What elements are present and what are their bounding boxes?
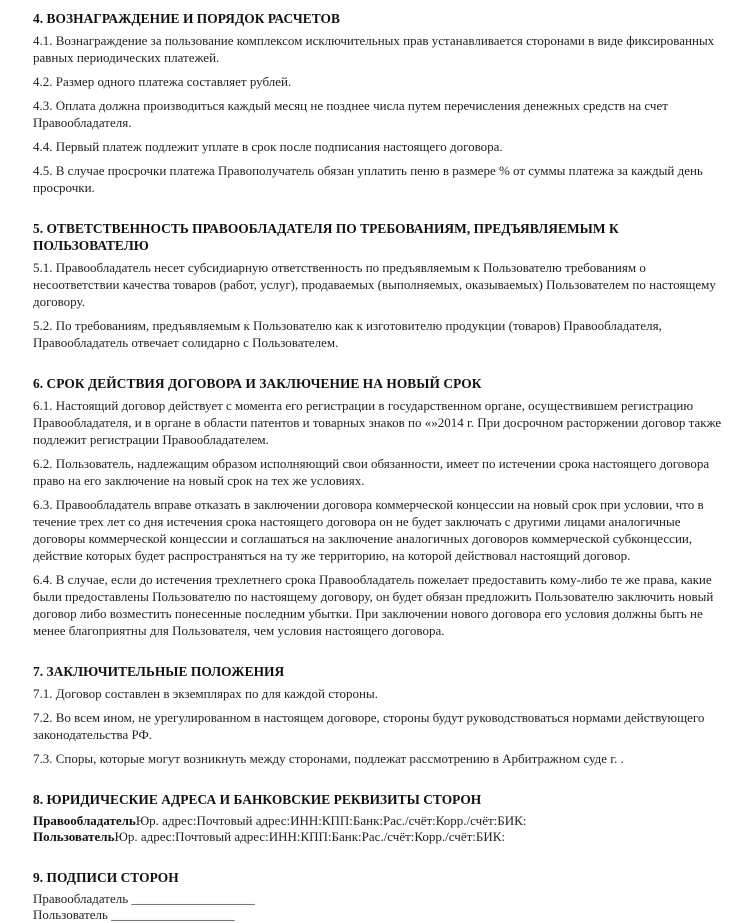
section-heading: 7. ЗАКЛЮЧИТЕЛЬНЫЕ ПОЛОЖЕНИЯ bbox=[33, 664, 285, 679]
signature-rightholder: Правообладатель ___________________ bbox=[33, 891, 255, 906]
section-4-remuneration bbox=[33, 10, 730, 196]
clause-6-2: 6.2. Пользователь, надлежащим образом исполняющий свои обязанности, имеет по истечении срока настоящего договора право на его заключение на новый срок на тех же условиях. bbox=[33, 456, 710, 488]
clause-7-1: 7.1. Договор составлен в экземплярах по для каждой стороны. bbox=[33, 686, 378, 701]
section-heading: 8. ЮРИДИЧЕСКИЕ АДРЕСА И БАНКОВСКИЕ РЕКВИЗИТЫ СТОРОН bbox=[33, 792, 482, 807]
party-label: Пользователь bbox=[33, 829, 115, 844]
section-heading: 6. СРОК ДЕЙСТВИЯ ДОГОВОРА И ЗАКЛЮЧЕНИЕ НА НОВЫЙ СРОК bbox=[33, 376, 482, 391]
clause-7-2: 7.2. Во всем ином, не урегулированном в настоящем договоре, стороны будут руководствоваться нормами действующего законодательства РФ. bbox=[33, 710, 705, 742]
clause-7-3: 7.3. Споры, которые могут возникнуть между сторонами, подлежат рассмотрению в Арбитражном суде г. . bbox=[33, 751, 624, 766]
clause-6-4: 6.4. В случае, если до истечения трехлетнего срока Правообладатель пожелает предоставить кому-либо те же права, какие были предоставлены Пользователю по настоящему договору, он будет обязан предложить Пользователю заключить новый договор либо возместить понесенные последним убытки. При заключении нового договора его условия должны быть не менее благоприятны для Пользователя, чем условия настоящего договора. bbox=[33, 572, 714, 638]
section-7-final-provisions bbox=[33, 663, 730, 767]
clause-6-1: 6.1. Настоящий договор действует с момента его регистрации в государственном органе, осуществившем регистрацию Правообладателя, и в органе в области патентов и товарных знаков по «»2014 г. При досрочном расторжении договор также подлежит регистрации Правообладателем. bbox=[33, 398, 722, 447]
requisites-rightholder bbox=[33, 813, 730, 829]
clause-4-2: 4.2. Размер одного платежа составляет рублей. bbox=[33, 74, 292, 89]
clause-4-5: 4.5. В случае просрочки платежа Правополучатель обязан уплатить пеню в размере % от суммы платежа за каждый день просрочки. bbox=[33, 163, 703, 195]
clause-4-1: 4.1. Вознаграждение за пользование комплексом исключительных прав устанавливается сторонами в виде фиксированных равных периодических платежей. bbox=[33, 33, 715, 65]
section-8-requisites bbox=[33, 791, 730, 845]
clause-4-3: 4.3. Оплата должна производиться каждый месяц не позднее числа путем перечисления денежных средств на счет Правообладателя. bbox=[33, 98, 668, 130]
clause-6-3: 6.3. Правообладатель вправе отказать в заключении договора коммерческой концессии на новый срок при условии, что в течение трех лет со дня истечения срока настоящего договора он не будет заключать с другими лицами аналогичные договоры коммерческой концессии и соглашаться на заключение аналогичных договоров коммерческой субконцессии, действие которых будет распространяться на ту же территорию, на которой действовал настоящий договор. bbox=[33, 497, 704, 563]
requisites-details: Юр. адрес:Почтовый адрес:ИНН:КПП:Банк:Рас./счёт:Корр./счёт:БИК: bbox=[135, 813, 527, 828]
section-heading: 9. ПОДПИСИ СТОРОН bbox=[33, 870, 179, 885]
clause-4-4: 4.4. Первый платеж подлежит уплате в срок после подписания настоящего договора. bbox=[33, 139, 503, 154]
section-9-signatures bbox=[33, 869, 730, 923]
section-5-liability bbox=[33, 220, 730, 351]
clause-5-1: 5.1. Правообладатель несет субсидиарную ответственность по предъявляемым к Пользователю требованиям о несоответствии качества товаров (работ, услуг), продаваемых (выполняемых, оказываемых) Пользователем по настоящему договору. bbox=[33, 260, 716, 309]
clause-5-2: 5.2. По требованиям, предъявляемым к Пользователю как к изготовителю продукции (товаров) Правообладателя, Правообладатель отвечает солидарно с Пользователем. bbox=[33, 318, 662, 350]
signature-user: Пользователь ___________________ bbox=[33, 907, 235, 922]
requisites-details: Юр. адрес:Почтовый адрес:ИНН:КПП:Банк:Рас./счёт:Корр./счёт:БИК: bbox=[114, 829, 506, 844]
section-6-term bbox=[33, 375, 730, 639]
section-heading: 5. ОТВЕТСТВЕННОСТЬ ПРАВООБЛАДАТЕЛЯ ПО ТРЕБОВАНИЯМ, ПРЕДЪЯВЛЯЕМЫМ К ПОЛЬЗОВАТЕЛЮ bbox=[33, 221, 619, 253]
party-label: Правообладатель bbox=[33, 813, 136, 828]
section-heading: 4. ВОЗНАГРАЖДЕНИЕ И ПОРЯДОК РАСЧЕТОВ bbox=[33, 11, 340, 26]
